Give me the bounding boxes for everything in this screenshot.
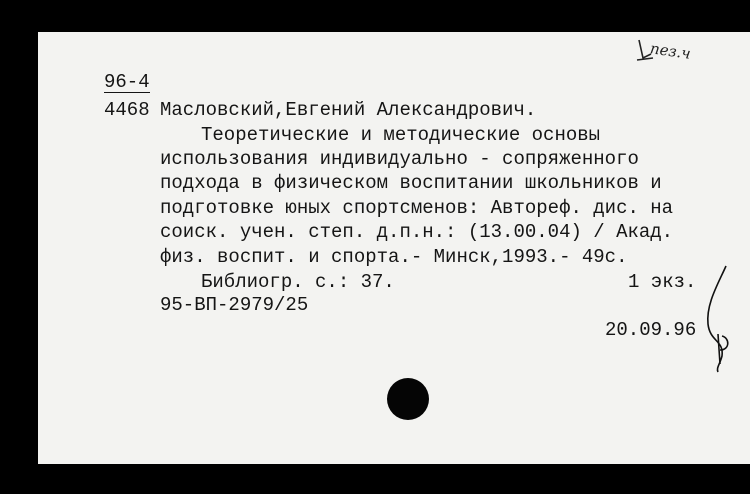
handwritten-mark-icon: [633, 36, 659, 66]
title-line-1: Теоретические и методические основы: [201, 124, 601, 146]
catalog-card: [38, 32, 750, 464]
date-stamp: 20.09.96: [605, 319, 697, 341]
record-number: 4468: [104, 99, 150, 121]
handwritten-note: пез.ч: [648, 39, 692, 63]
copies-count: 1 экз.: [628, 271, 697, 293]
title-line-6: физ. воспит. и спорта.- Минск,1993.- 49с.: [160, 246, 628, 268]
title-line-5: соиск. учен. степ. д.п.н.: (13.00.04) / Акад.: [160, 221, 674, 243]
punch-hole: [387, 378, 429, 420]
title-line-3: подхода в физическом воспитании школьников и: [160, 172, 662, 194]
title-line-2: использования индивидуально - сопряженного: [160, 148, 639, 170]
title-line-4: подготовке юных спортсменов: Автореф. дис. на: [160, 197, 674, 219]
bibliography-note: Библиогр. с.: 37.: [201, 271, 395, 293]
shelf-code: 96-4: [104, 71, 150, 93]
author-name: Масловский,Евгений Александрович.: [160, 99, 537, 121]
inventory-number: 95-ВП-2979/25: [160, 294, 309, 316]
signature-scribble-icon: [696, 264, 736, 374]
